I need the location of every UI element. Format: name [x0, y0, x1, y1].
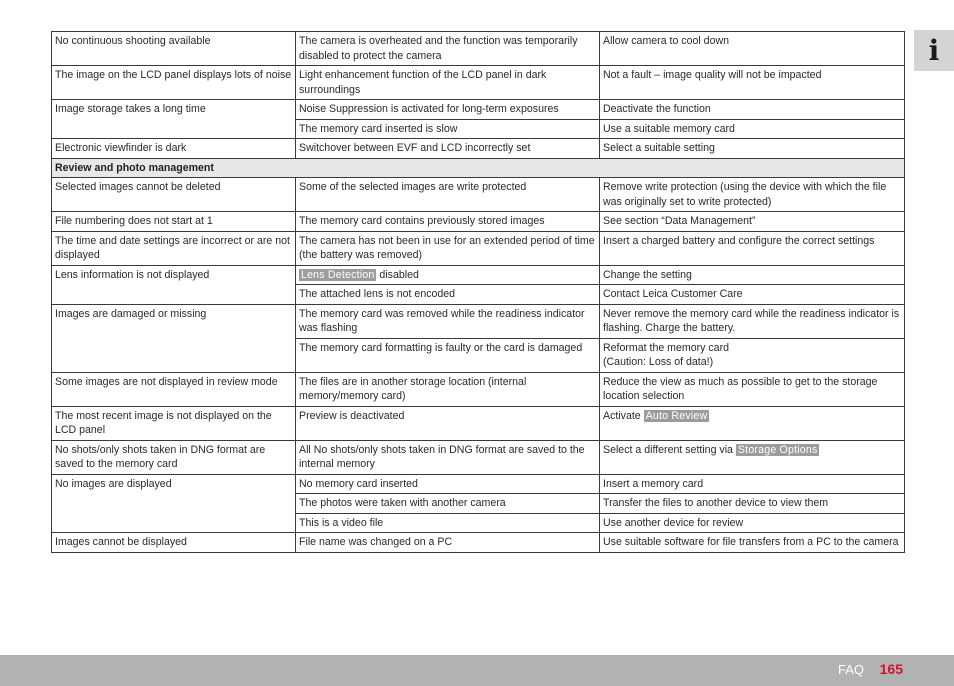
- solution-cell: Transfer the files to another device to view them: [600, 494, 905, 514]
- cause-cell: The camera has not been in use for an extended period of time (the battery was removed): [296, 231, 600, 265]
- cause-cell: Preview is deactivated: [296, 406, 600, 440]
- solution-cell: Remove write protection (using the device with which the file was originally set to write protected): [600, 178, 905, 212]
- solution-cell: Use another device for review: [600, 513, 905, 533]
- table-row: [52, 231, 905, 265]
- faq-table: [51, 31, 905, 553]
- cause-cell: The memory card inserted is slow: [296, 119, 600, 139]
- problem-cell: Images are damaged or missing: [52, 304, 296, 372]
- problem-cell: Some images are not displayed in review mode: [52, 372, 296, 406]
- problem-cell: The time and date settings are incorrect or are not displayed: [52, 231, 296, 265]
- cause-cell: The photos were taken with another camera: [296, 494, 600, 514]
- table-row: [52, 212, 905, 232]
- footer-section-label: FAQ: [837, 662, 864, 677]
- cause-cell: The files are in another storage location (internal memory/memory card): [296, 372, 600, 406]
- solution-cell: Not a fault – image quality will not be impacted: [600, 66, 905, 100]
- table-row: [52, 100, 905, 120]
- solution-cell: Allow camera to cool down: [600, 32, 905, 66]
- solution-text: Activate: [603, 409, 644, 422]
- cause-cell: [296, 265, 600, 285]
- cause-cell: Some of the selected images are write protected: [296, 178, 600, 212]
- info-icon: i: [928, 33, 940, 67]
- table-row: [52, 265, 905, 285]
- table-row: [52, 372, 905, 406]
- cause-cell: This is a video file: [296, 513, 600, 533]
- problem-cell: Lens information is not displayed: [52, 265, 296, 304]
- solution-cell: Reduce the view as much as possible to get to the storage location selection: [600, 372, 905, 406]
- footer-bar: [0, 655, 954, 686]
- menu-item-tag: Auto Review: [645, 409, 708, 422]
- solution-cell: Insert a memory card: [600, 474, 905, 494]
- table-row: [52, 32, 905, 66]
- table-row: [52, 440, 905, 474]
- cause-cell: The memory card was removed while the readiness indicator was flashing: [296, 304, 600, 338]
- info-chapter-tab: [914, 30, 954, 71]
- solution-cell: Select a suitable setting: [600, 139, 905, 159]
- solution-cell: Never remove the memory card while the readiness indicator is flashing. Charge the battery.: [600, 304, 905, 338]
- solution-cell: See section “Data Management”: [600, 212, 905, 232]
- solution-cell: Insert a charged battery and configure the correct settings: [600, 231, 905, 265]
- cause-cell: Noise Suppression is activated for long-term exposures: [296, 100, 600, 120]
- problem-cell: No continuous shooting available: [52, 32, 296, 66]
- problem-cell: File numbering does not start at 1: [52, 212, 296, 232]
- problem-cell: The most recent image is not displayed on the LCD panel: [52, 406, 296, 440]
- problem-cell: Electronic viewfinder is dark: [52, 139, 296, 159]
- solution-cell: [600, 440, 905, 474]
- problem-cell: The image on the LCD panel displays lots of noise: [52, 66, 296, 100]
- problem-cell: No shots/only shots taken in DNG format are saved to the memory card: [52, 440, 296, 474]
- cause-text: disabled: [376, 268, 419, 281]
- cause-cell: The memory card contains previously stored images: [296, 212, 600, 232]
- solution-cell: Contact Leica Customer Care: [600, 285, 905, 305]
- problem-cell: Image storage takes a long time: [52, 100, 296, 139]
- solution-cell: [600, 406, 905, 440]
- section-header-row: [52, 158, 905, 178]
- table-row: [52, 533, 905, 553]
- section-heading: Review and photo management: [52, 158, 905, 178]
- cause-cell: Light enhancement function of the LCD panel in dark surroundings: [296, 66, 600, 100]
- solution-cell: Use suitable software for file transfers from a PC to the camera: [600, 533, 905, 553]
- solution-text: Reformat the memory card: [603, 341, 729, 354]
- cause-cell: All No shots/only shots taken in DNG format are saved to the internal memory: [296, 440, 600, 474]
- cause-cell: Switchover between EVF and LCD incorrectly set: [296, 139, 600, 159]
- problem-cell: No images are displayed: [52, 474, 296, 533]
- solution-cell: Use a suitable memory card: [600, 119, 905, 139]
- table-row: [52, 139, 905, 159]
- table-row: [52, 178, 905, 212]
- solution-text: Select a different setting via: [603, 443, 736, 456]
- table-row: [52, 406, 905, 440]
- menu-item-tag: Storage Options: [737, 443, 818, 456]
- problem-cell: Selected images cannot be deleted: [52, 178, 296, 212]
- table-row: [52, 66, 905, 100]
- cause-cell: The memory card formatting is faulty or the card is damaged: [296, 338, 600, 372]
- menu-item-tag: Lens Detection: [301, 268, 375, 281]
- cause-cell: The attached lens is not encoded: [296, 285, 600, 305]
- cause-cell: No memory card inserted: [296, 474, 600, 494]
- cause-cell: File name was changed on a PC: [296, 533, 600, 553]
- solution-cell: Deactivate the function: [600, 100, 905, 120]
- solution-note: (Caution: Loss of data!): [603, 356, 714, 368]
- solution-cell: Change the setting: [600, 265, 905, 285]
- table-row: [52, 474, 905, 494]
- solution-cell: [600, 338, 905, 372]
- cause-cell: The camera is overheated and the function was temporarily disabled to protect the camera: [296, 32, 600, 66]
- table-row: [52, 304, 905, 338]
- page-number: 165: [879, 661, 903, 677]
- problem-cell: Images cannot be displayed: [52, 533, 296, 553]
